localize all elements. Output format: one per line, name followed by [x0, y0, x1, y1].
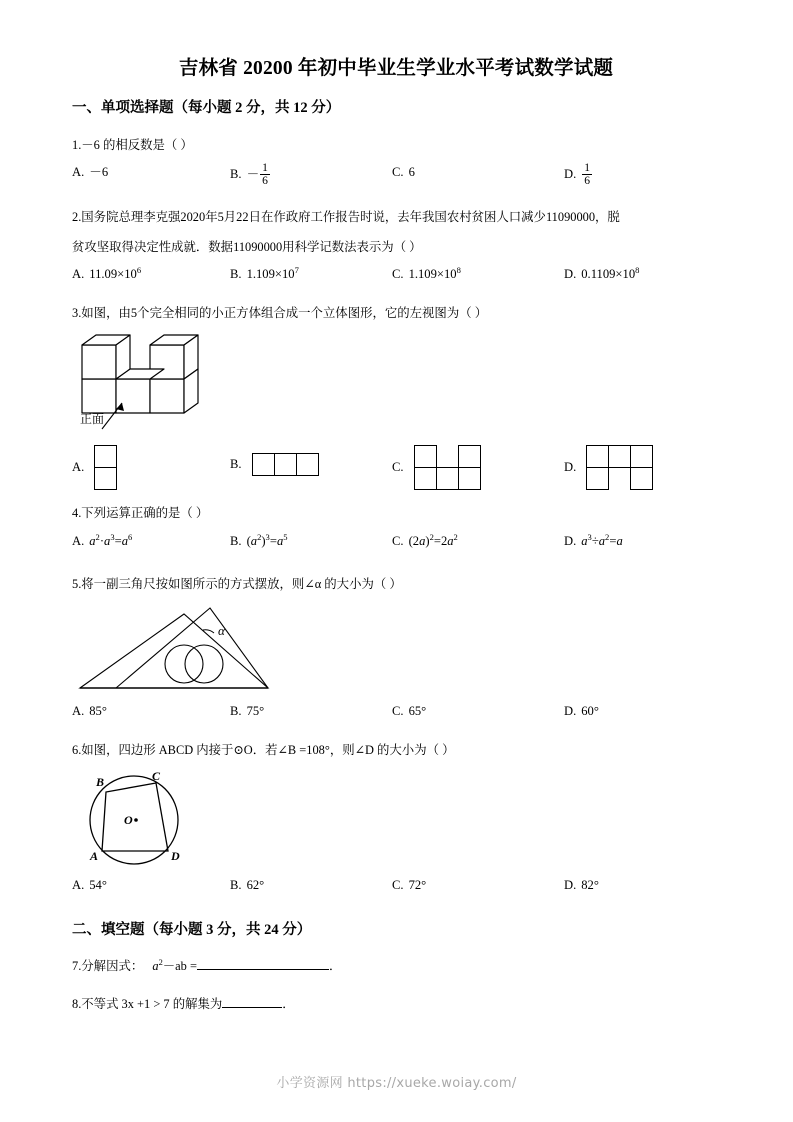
times-symbol: ×10 — [274, 267, 295, 282]
question-7-trailing: ． — [328, 959, 342, 974]
option-2-a[interactable] — [72, 265, 141, 284]
option-6-d[interactable] — [564, 876, 599, 895]
section-heading-choice: 一、单项选择题（每小题 2 分，共 12 分） — [72, 100, 341, 117]
option-label: A. — [72, 703, 85, 718]
option-6-a[interactable] — [72, 876, 107, 895]
option-4-c[interactable] — [392, 532, 458, 551]
option-4-a[interactable] — [72, 532, 132, 551]
option-6-c[interactable] — [392, 876, 426, 895]
option-1-d[interactable] — [564, 160, 593, 188]
question-5-options — [72, 702, 720, 732]
mantissa: 1.109 — [408, 267, 437, 282]
vertex-label-C: C — [152, 768, 161, 783]
option-label: C. — [392, 460, 404, 475]
option-2-c[interactable] — [392, 265, 461, 284]
option-value: 82° — [581, 877, 599, 892]
page-title: 吉林省 20200 年初中毕业生学业水平考试数学试题 — [178, 58, 614, 79]
page-content — [72, 56, 720, 1023]
question-3-figure — [72, 331, 720, 435]
question-3-stem: 3.如图，由5个完全相同的小正方体组合成一个立体图形，它的左视图为（ ） — [72, 306, 488, 321]
question-1-options — [72, 160, 720, 199]
option-5-b[interactable] — [230, 702, 264, 721]
question-5-figure — [72, 602, 720, 698]
question-2-stem-line1: 2.国务院总理李克强2020年5月22日在作政府工作报告时说，去年我国农村贫困人口减少11090000，脱 — [72, 209, 620, 224]
fraction-sign: － — [246, 167, 260, 182]
option-label: A. — [72, 460, 85, 475]
figure-caption-front: 正面 — [80, 412, 105, 427]
option-value: －6 — [89, 164, 109, 179]
exponent: 7 — [294, 264, 299, 275]
question-8-prefix: 8.不等式 3x +1 > 7 的解集为 — [72, 997, 223, 1012]
option-label: A. — [72, 267, 85, 282]
option-label: A. — [72, 164, 85, 179]
section-heading-fill-blank: 二、填空题（每小题 3 分，共 24 分） — [72, 921, 312, 938]
option-4-d[interactable] — [564, 532, 623, 551]
answer-blank-7[interactable] — [197, 969, 329, 970]
view-grid-d — [586, 445, 653, 490]
option-1-b[interactable] — [230, 160, 271, 188]
option-6-b[interactable] — [230, 876, 264, 895]
vertex-label-O: O — [124, 812, 133, 827]
option-1-a[interactable] — [72, 163, 108, 182]
option-value: 6 — [408, 164, 415, 179]
option-3-d[interactable] — [564, 445, 653, 490]
set-squares-figure — [72, 602, 332, 698]
view-grid-b — [252, 453, 319, 476]
question-8-trailing: ． — [282, 997, 295, 1012]
option-expression: $(2a)^2=2a^2$ — [408, 531, 458, 548]
option-2-d[interactable] — [564, 265, 639, 284]
option-5-c[interactable] — [392, 702, 426, 721]
question-6-options — [72, 876, 720, 906]
answer-blank-8[interactable] — [222, 1007, 282, 1008]
option-5-a[interactable] — [72, 702, 107, 721]
exponent: 8 — [635, 264, 640, 275]
option-value: 54° — [89, 877, 107, 892]
times-symbol: ×10 — [436, 267, 457, 282]
mantissa: 0.1109 — [581, 267, 616, 282]
option-label: D. — [564, 267, 577, 282]
vertex-label-D: D — [171, 848, 180, 863]
question-2-options — [72, 265, 720, 295]
option-value: 65° — [408, 703, 427, 718]
option-label: C. — [392, 164, 404, 179]
option-label: D. — [564, 877, 577, 892]
option-label: B. — [230, 533, 242, 548]
option-3-b[interactable] — [230, 453, 319, 476]
question-8-stem — [72, 992, 720, 1016]
question-3-options — [72, 439, 720, 491]
question-7-expression: $a^2-ab$ = — [152, 957, 197, 974]
cube-solid-figure — [72, 331, 302, 435]
fraction — [260, 162, 270, 187]
option-label: A. — [72, 533, 85, 548]
option-expression: $a^2\cdot a^3=a^6$ — [89, 531, 133, 548]
option-label: C. — [392, 877, 404, 892]
denominator: 6 — [262, 173, 268, 187]
fraction — [582, 162, 592, 187]
option-label: C. — [392, 267, 404, 282]
circle-center-dot — [134, 818, 138, 822]
question-7-stem — [72, 954, 720, 978]
question-2-stem-line2: 贫攻坚取得决定性成就．数据11090000用科学记数法表示为（ ） — [72, 239, 422, 254]
option-1-c[interactable] — [392, 163, 415, 182]
option-expression: $(a^2)^3=a^5$ — [246, 531, 288, 548]
mantissa: 11.09 — [89, 267, 118, 282]
option-label: D. — [564, 460, 577, 475]
view-grid-c — [414, 445, 481, 490]
footer-watermark: 小学资源网 https://xueke.woiay.com/ — [276, 1076, 517, 1091]
exponent: 8 — [456, 264, 461, 275]
option-value: 75° — [246, 703, 265, 718]
question-1-stem: 1.－6 的相反数是（ ） — [72, 137, 193, 152]
option-value: 60° — [581, 703, 599, 718]
view-grid-a — [94, 445, 117, 490]
option-value: 72° — [408, 877, 427, 892]
vertex-label-B: B — [96, 774, 105, 789]
numerator: 1 — [262, 160, 268, 174]
cyclic-quadrilateral-figure — [72, 768, 292, 872]
mantissa: 1.109 — [246, 267, 275, 282]
times-symbol: ×10 — [117, 267, 137, 282]
option-value: 62° — [246, 877, 265, 892]
option-label: C. — [392, 533, 404, 548]
option-label: B. — [230, 267, 242, 282]
option-label: B. — [230, 877, 242, 892]
option-label: D. — [564, 703, 577, 718]
option-label: B. — [230, 703, 242, 718]
option-label: D. — [564, 533, 577, 548]
option-2-b[interactable] — [230, 265, 299, 284]
denominator: 6 — [584, 173, 591, 187]
vertex-label-A: A — [90, 848, 99, 863]
option-label: D. — [564, 167, 577, 182]
option-3-a[interactable] — [72, 445, 117, 490]
question-4-options — [72, 532, 720, 566]
times-symbol: ×10 — [615, 267, 636, 282]
option-5-d[interactable] — [564, 702, 599, 721]
option-value: 85° — [89, 703, 107, 718]
question-5-stem: 5.将一副三角尺按如图所示的方式摆放，则∠α 的大小为（ ） — [72, 576, 402, 591]
question-7-prefix: 7.分解因式： — [72, 959, 144, 974]
option-label: A. — [72, 877, 85, 892]
option-expression: $a^3\div a^2=a$ — [581, 531, 623, 548]
option-label: B. — [230, 457, 242, 472]
question-6-figure — [72, 768, 720, 872]
question-6-stem: 6.如图，四边形 ABCD 内接于⊙O．若∠B =108°，则∠D 的大小为（ ） — [72, 742, 455, 757]
angle-alpha-label: α — [218, 622, 225, 638]
option-label: C. — [392, 703, 404, 718]
option-3-c[interactable] — [392, 445, 481, 490]
numerator: 1 — [584, 160, 591, 174]
option-4-b[interactable] — [230, 532, 288, 551]
question-4-stem: 4.下列运算正确的是（ ） — [72, 506, 209, 521]
option-label: B. — [230, 167, 242, 182]
exponent: 6 — [136, 264, 142, 275]
